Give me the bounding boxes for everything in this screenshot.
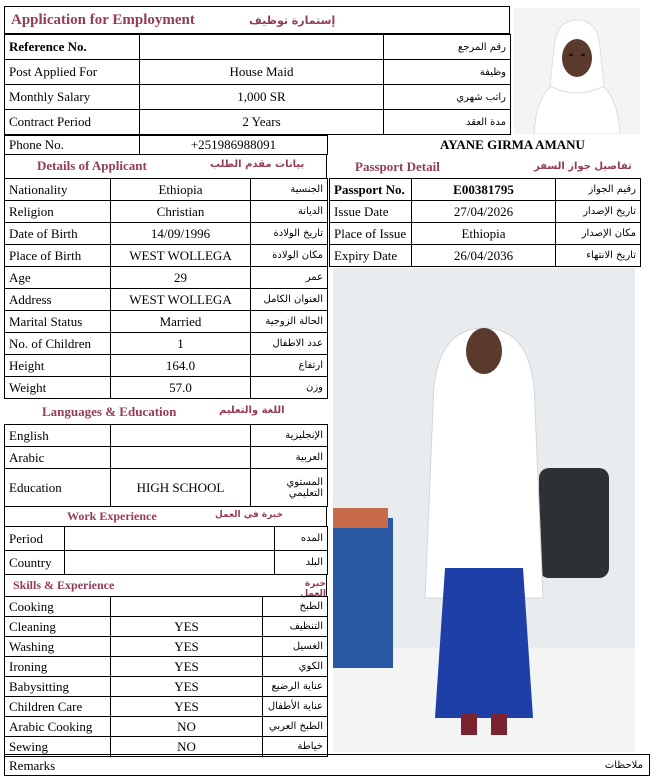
- languages-title-en: Languages & Education: [42, 404, 177, 419]
- row-label: Height: [5, 355, 111, 377]
- row-label: Arabic Cooking: [5, 717, 111, 737]
- row-label-ar: خياطة: [263, 737, 328, 757]
- row-label-ar: الجنسية: [251, 179, 328, 201]
- row-value: [65, 527, 275, 551]
- row-label-ar: البلد: [275, 551, 328, 575]
- row-value: House Maid: [140, 60, 384, 85]
- row-label-ar: ارتفاع: [251, 355, 328, 377]
- row-label-ar: التنظيف: [263, 617, 328, 637]
- row-value: 1,000 SR: [140, 85, 384, 110]
- table-row: [5, 60, 511, 85]
- details-title-ar: بيانات مقدم الطلب: [210, 159, 305, 170]
- row-value: 2 Years: [140, 110, 384, 135]
- table-row: [330, 179, 641, 201]
- row-label-ar: وظيفة: [384, 60, 511, 85]
- table-row: [5, 469, 328, 507]
- row-value: [111, 447, 251, 469]
- row-label: Nationality: [5, 179, 111, 201]
- skills-title-en: Skills & Experience: [13, 578, 115, 592]
- row-value: Christian: [111, 201, 251, 223]
- phone-label: Phone No.: [5, 136, 140, 155]
- row-label-ar: رقيم الجواز: [556, 179, 641, 201]
- row-label-ar: تاريخ الإصدار: [556, 201, 641, 223]
- row-value: YES: [111, 697, 263, 717]
- phone-value: +251986988091: [140, 136, 328, 155]
- table-row: [5, 201, 328, 223]
- row-label: Reference No.: [5, 35, 140, 60]
- languages-table: [4, 424, 328, 507]
- row-label: Date of Birth: [5, 223, 111, 245]
- row-label-ar: عناية الرضيع: [263, 677, 328, 697]
- work-section-header: [4, 506, 327, 526]
- row-value: WEST WOLLEGA: [111, 245, 251, 267]
- row-label-ar: الطبخ العربي: [263, 717, 328, 737]
- row-label-ar: عمر: [251, 267, 328, 289]
- applicant-headshot: [514, 8, 640, 134]
- table-row: [5, 110, 511, 135]
- table-row: [5, 355, 328, 377]
- row-label: Monthly Salary: [5, 85, 140, 110]
- table-row: [5, 35, 511, 60]
- row-label: Contract Period: [5, 110, 140, 135]
- row-value: [140, 35, 384, 60]
- languages-section-header: [4, 400, 327, 424]
- row-label-ar: تاريخ الانتهاء: [556, 245, 641, 267]
- row-label: Marital Status: [5, 311, 111, 333]
- row-label: Ironing: [5, 657, 111, 677]
- title-ar: إستمارة توظيف: [249, 14, 336, 27]
- table-row: [5, 179, 328, 201]
- table-row: [5, 311, 328, 333]
- row-value: 27/04/2026: [412, 201, 556, 223]
- applicant-name: AYANE GIRMA AMANU: [440, 137, 585, 152]
- title-en: Application for Employment: [11, 12, 195, 28]
- row-label-ar: وزن: [251, 377, 328, 399]
- table-row: [5, 717, 328, 737]
- row-label: Babysitting: [5, 677, 111, 697]
- row-value: [65, 551, 275, 575]
- row-value: NO: [111, 737, 263, 757]
- row-label: Children Care: [5, 697, 111, 717]
- remarks-label-ar: ملاحظات: [604, 760, 643, 771]
- top-info-table: [4, 34, 511, 135]
- row-value: [111, 425, 251, 447]
- row-label: Cleaning: [5, 617, 111, 637]
- row-label-ar: الإنجليزية: [251, 425, 328, 447]
- phone-table: [4, 135, 328, 155]
- row-value: [111, 597, 263, 617]
- row-label: Post Applied For: [5, 60, 140, 85]
- row-value: WEST WOLLEGA: [111, 289, 251, 311]
- row-label: Expiry Date: [330, 245, 412, 267]
- full-photo-image: [333, 268, 635, 752]
- row-label: Issue Date: [330, 201, 412, 223]
- row-value: YES: [111, 617, 263, 637]
- work-table: [4, 526, 328, 575]
- row-value: YES: [111, 637, 263, 657]
- row-value: YES: [111, 657, 263, 677]
- row-label-ar: الديانة: [251, 201, 328, 223]
- row-label: Cooking: [5, 597, 111, 617]
- row-label: English: [5, 425, 111, 447]
- table-row: [5, 657, 328, 677]
- row-label-ar: راتب شهري: [384, 85, 511, 110]
- table-row: [5, 333, 328, 355]
- row-label-ar: رقم المرجع: [384, 35, 511, 60]
- details-title-en: Details of Applicant: [37, 158, 147, 173]
- table-row: [5, 425, 328, 447]
- row-label-ar: الطبخ: [263, 597, 328, 617]
- row-label: Period: [5, 527, 65, 551]
- passport-title-en: Passport Detail: [355, 159, 440, 174]
- work-title-en: Work Experience: [67, 509, 157, 523]
- row-value: 1: [111, 333, 251, 355]
- row-label: Sewing: [5, 737, 111, 757]
- row-value: YES: [111, 677, 263, 697]
- remarks-row: [4, 754, 650, 776]
- header-bar: [4, 6, 510, 34]
- table-row: [5, 85, 511, 110]
- row-label-ar: العربية: [251, 447, 328, 469]
- row-value: 164.0: [111, 355, 251, 377]
- passport-table: [329, 178, 641, 267]
- row-label: Place of Issue: [330, 223, 412, 245]
- passport-section-header: [329, 156, 640, 178]
- table-row: [5, 377, 328, 399]
- row-value: 26/04/2036: [412, 245, 556, 267]
- table-row: [5, 697, 328, 717]
- row-value: NO: [111, 717, 263, 737]
- table-row: [5, 136, 328, 155]
- table-row: [5, 551, 328, 575]
- row-label-ar: تاريخ الولادة: [251, 223, 328, 245]
- row-value: Ethiopia: [111, 179, 251, 201]
- row-label: Religion: [5, 201, 111, 223]
- row-label: Weight: [5, 377, 111, 399]
- table-row: [5, 617, 328, 637]
- row-label: Education: [5, 469, 111, 507]
- details-table: [4, 178, 328, 399]
- skills-section-header: [4, 574, 327, 599]
- row-label: Passport No.: [330, 179, 412, 201]
- row-label-ar: عدد الاطفال: [251, 333, 328, 355]
- row-value: E00381795: [412, 179, 556, 201]
- row-label-ar: الحالة الزوجية: [251, 311, 328, 333]
- row-label-ar: الغسيل: [263, 637, 328, 657]
- work-title-ar: خبرة في العمل: [215, 510, 283, 520]
- remarks-label: Remarks: [9, 758, 56, 773]
- row-label-ar: المده: [275, 527, 328, 551]
- row-label: Country: [5, 551, 65, 575]
- row-value: 57.0: [111, 377, 251, 399]
- table-row: [5, 527, 328, 551]
- row-label: Age: [5, 267, 111, 289]
- row-label-ar: المستوي التعليمي: [251, 469, 328, 507]
- details-section-header: [4, 154, 327, 178]
- passport-title-ar: تفاصيل جواز السفر: [534, 161, 632, 172]
- headshot-image: [514, 8, 640, 134]
- table-row: [5, 267, 328, 289]
- table-row: [5, 245, 328, 267]
- table-row: [5, 637, 328, 657]
- row-label: Address: [5, 289, 111, 311]
- row-value: 29: [111, 267, 251, 289]
- row-label-ar: الكوي: [263, 657, 328, 677]
- row-label-ar: مدة العقد: [384, 110, 511, 135]
- table-row: [5, 447, 328, 469]
- table-row: [330, 223, 641, 245]
- applicant-full-photo: [333, 268, 635, 752]
- row-label-ar: العنوان الكامل: [251, 289, 328, 311]
- row-value: HIGH SCHOOL: [111, 469, 251, 507]
- row-label: Place of Birth: [5, 245, 111, 267]
- row-label: Arabic: [5, 447, 111, 469]
- row-value: 14/09/1996: [111, 223, 251, 245]
- row-value: Ethiopia: [412, 223, 556, 245]
- row-label-ar: مكان الولادة: [251, 245, 328, 267]
- row-label-ar: عناية الأطفال: [263, 697, 328, 717]
- skills-table: [4, 596, 328, 757]
- table-row: [5, 223, 328, 245]
- languages-title-ar: اللغة والتعليم: [219, 405, 285, 416]
- table-row: [5, 597, 328, 617]
- table-row: [330, 201, 641, 223]
- row-label-ar: مكان الإصدار: [556, 223, 641, 245]
- row-value: Married: [111, 311, 251, 333]
- table-row: [330, 245, 641, 267]
- skills-title-ar: خبرة العمل: [300, 579, 326, 599]
- row-label: No. of Children: [5, 333, 111, 355]
- row-label: Washing: [5, 637, 111, 657]
- table-row: [5, 677, 328, 697]
- table-row: [5, 289, 328, 311]
